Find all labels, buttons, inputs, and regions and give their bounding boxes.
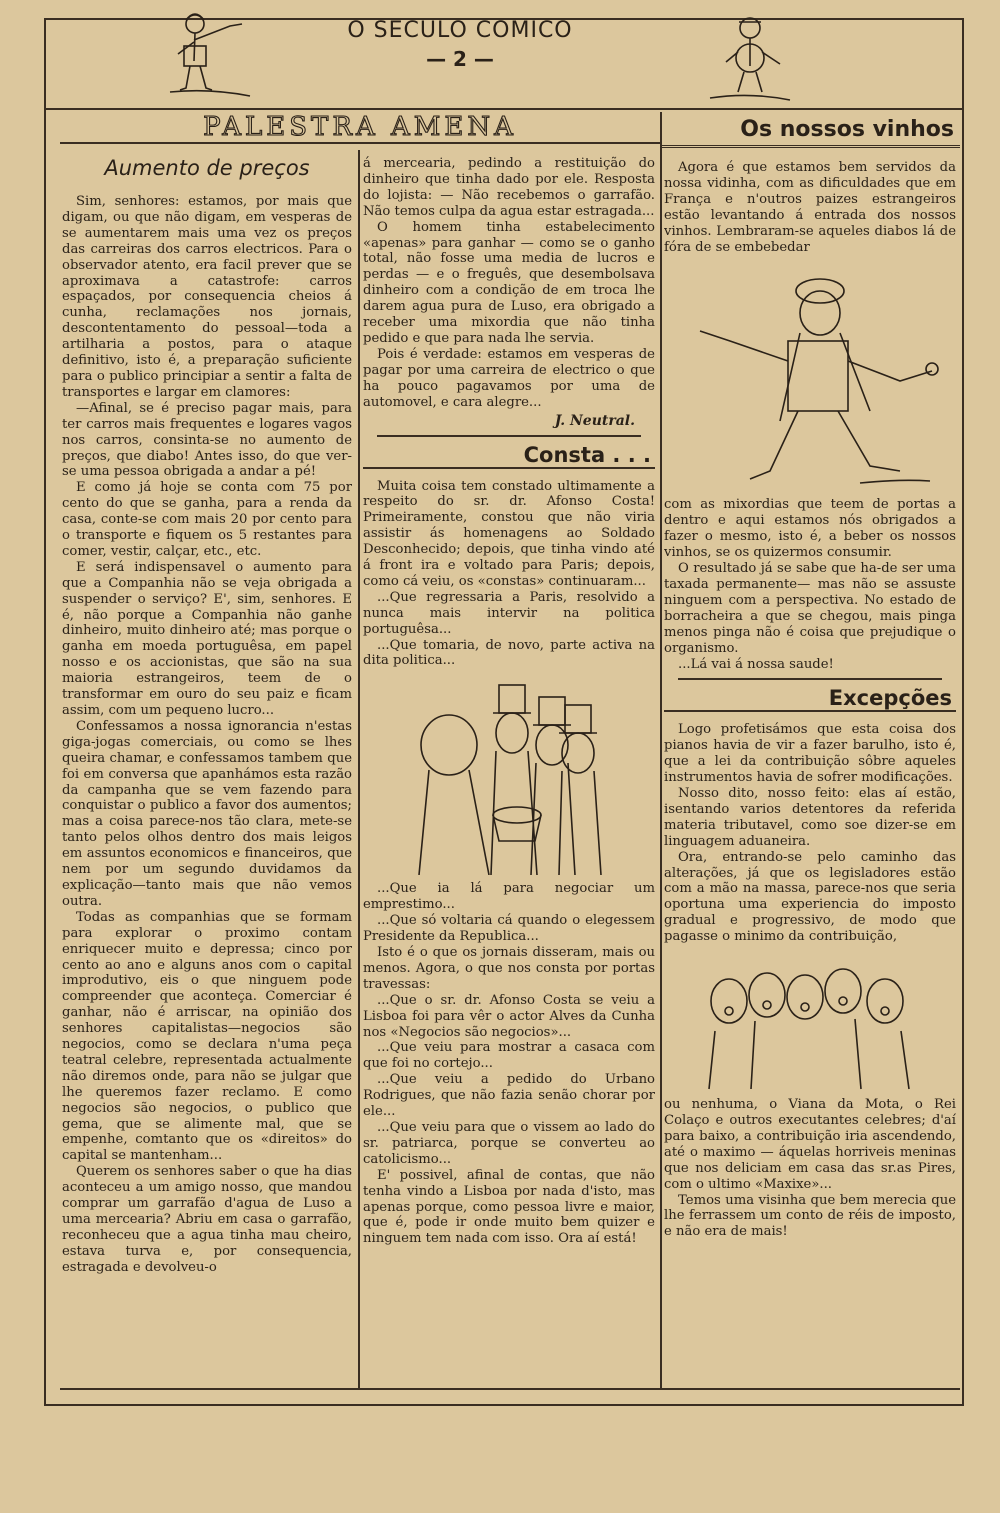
article-paragraph: Agora é que estamos bem servidos da nossa vidinha, com as dificuldades que em França e n'outros paizes estrangeiros estão levantando á entrada dos nossos vinhos. Lembraram-se aqueles diabos lá de fóra de se embebedar <box>664 160 956 255</box>
column-right <box>664 160 956 1388</box>
article-paragraph: Isto é o que os jornais disseram, mais ou menos. Agora, o que nos consta por portas travessas: <box>363 945 655 992</box>
article-paragraph: Pois é verdade: estamos em vesperas de pagar por uma carreira de electrico o que ha pouco pagavamos por uma de automovel, e cara alegre... <box>363 346 655 410</box>
heading-consta: Consta . . . <box>363 443 655 469</box>
article-paragraph: á mercearia, pedindo a restituição do dinheiro que tinha dado por ele. Resposta do lojista: — Não recebemos o garrafão. Não temos culpa da agua estar estragada... <box>363 156 655 219</box>
article-paragraph: ...Que o sr. dr. Afonso Costa se veiu a Lisboa foi para vêr o actor Alves da Cunha nos «Negocios são negocios»... <box>363 992 655 1040</box>
heading-os-nossos-vinhos: Os nossos vinhos <box>660 112 960 148</box>
masthead-figure-right <box>690 6 810 106</box>
article-paragraph: ...Lá vai á nossa saude! <box>678 656 834 672</box>
article-paragraph: com as mixordias que teem de portas a dentro e aqui estamos nós obrigados a fazer o mesmo, isto é, a beber os nossos vinhos, se os quizermos consumir. <box>664 497 956 561</box>
article-paragraph: —Afinal, se é preciso pagar mais, para ter carros mais frequentes e logares vagos nos carros, consinta-se no aumento de preços, que diabo! Antes isso, do que ver-se uma pessoa obrigada a andar a pé! <box>62 400 352 480</box>
article-paragraph: Sim, senhores: estamos, por mais que digam, ou que não digam, em vesperas de se aumentarem mais uma vez os preços das carreiras dos carros electricos. Para o observador atento, era facil prever que se aproximava a catastrofe: carros espaçados, por consequencia cheios á cunha, reclamações nos jornais, descontentamento do pessoal—toda a artilharia a postos, para o ataque definitivo, isto é, a preparação suficiente para o publico principiar a sentir a falta de transportes e largar em clamores: <box>62 194 352 400</box>
article-paragraph: Confessamos a nossa ignorancia n'estas giga-jogas comerciais, ou como se lhes queira chamar, e confessamos tambem que foi em conversa que apanhámos esta razão da campanha que se vem fazendo para conquistar o publico a favor dos aumentos; mas a coisa parece-nos tão clara, mete-se tanto pelos olhos dentro dos mais leigos em assuntos economicos e financeiros, que nem por um segundo duvidamos da explicação—tanto mais que não vemos outra. <box>62 718 352 909</box>
article-paragraph: Querem os senhores saber o que ha dias aconteceu a um amigo nosso, que mandou comprar um garrafão d'agua de Luso a uma mercearia? Abriu em casa o garrafão, reconheceu que a agua tinha mau cheiro, estava turva e, por consequencia, estragada e devolveu-o <box>62 1164 352 1275</box>
illustration-three-men-top-hats <box>399 675 619 875</box>
article-paragraph: Ora, entrando-se pelo caminho das alterações, já que os legisladores estão com a mão na massa, parece-nos que seria oportuna uma experiencia do imposto gradual e progressivo, de modo que pagasse o minimo da contribuição, <box>664 849 956 945</box>
article-paragraph: Muita coisa tem constado ultimamente a respeito do sr. dr. Afonso Costa! Primeiramente, constou que não viria assistir ás homenagens ao Soldado Desconhecido; depois, que tinha vindo até á front ira e voltado para Paris; depois, como cá veiu, os «constas» continuaram... <box>363 478 655 589</box>
illustration-singing-faces <box>695 951 925 1091</box>
column-rule-1 <box>358 150 360 1388</box>
column-aumento-de-precos <box>62 152 352 1388</box>
heading-excepcoes: Excepções <box>664 686 956 712</box>
page-bottom-rule <box>60 1388 960 1390</box>
illustration-staggering-drunk-man <box>670 261 950 491</box>
article-paragraph: ...Que só voltaria cá quando o elegessem Presidente da Republica... <box>363 913 655 945</box>
article-paragraph: ...Que regressaria a Paris, resolvido a nunca mais intervir na politica portuguêsa... <box>363 589 655 637</box>
article-paragraph: Logo profetisámos que esta coisa dos pianos havia de vir a fazer barulho, isto é, que a lei da contribuição sôbre aqueles instrumentos havia de sofrer modificações. <box>664 722 956 786</box>
article-signature: J. Neutral. <box>554 412 635 429</box>
article-paragraph: ...Que veiu para que o vissem ao lado do sr. patriarca, porque se converteu ao catolicismo... <box>363 1119 655 1167</box>
article-paragraph: E' possivel, afinal de contas, que não tenha vindo a Lisboa por nada d'isto, mas apenas porque, como pessoa livre e maior, que é, pode ir onde muito bem quizer e ninguem tem nada com isso. Ora aí está! <box>363 1167 655 1247</box>
article-paragraph: Nosso dito, nosso feito: elas aí estão, isentando varios detentores da referida materia tributavel, como soe dizer-se em linguagem aduaneira. <box>664 786 956 849</box>
article-paragraph: O resultado já se sabe que ha-de ser uma taxada permanente— mas não se assuste ninguem com a perspectiva. No estado de borracheira a que se chegou, mais pinga menos pinga não é coisa que prejudique o organismo. <box>664 561 956 656</box>
page-number: — 2 — <box>426 47 494 71</box>
article-paragraph: E será indispensavel o aumento para que a Companhia não se veja obrigada a suspender o serviço? E', sim, senhores. E é, não porque a Companhia não ganhe dinheiro, muito dinheiro até; mas porque o ganha em moeda portuguêsa, em papel nosso e os accionistas, que são na sua maioria estrangeiros, teem de o transformar em ouro do seu paiz e ficam assim, com um pequeno lucro... <box>62 559 352 718</box>
article-paragraph: Todas as companhias que se formam para explorar o proximo contam enriquecer muito e depressa; cinco por cento ao ano e alguns anos com o capital improdutivo, eis o que ninguem pode compreender que aconteça. Comerciar é ganhar, não é arriscar, na opinião dos senhores capitalistas—negocios são negocios, como se declara n'uma peça teatral celebre, representada actualmente não diremos onde, para não se julgar que lhe queremos fazer reclamo. E como negocios são negocios, o publico que gema, que se alimente mal, que se empenhe, comtanto que os «direitos» do capital se mantenham... <box>62 909 352 1164</box>
article-paragraph: ...Que tomaria, de novo, parte activa na dita politica... <box>363 637 655 669</box>
article-paragraph: ou nenhuma, o Viana da Mota, o Rei Colaço e outros executantes celebres; d'aí para baixo, a contribuição iria ascendendo, até o maximo — áquelas horriveis meninas que nos deliciam em casa das sr.as Pires, com o ultimo «Maxixe»... <box>664 1097 956 1192</box>
column-middle <box>363 156 655 1388</box>
decorative-rule <box>678 678 942 680</box>
article-paragraph: E como já hoje se conta com 75 por cento do que se ganha, para a renda da casa, conte-se com mais 20 por cento para o transporte e fiquem os 5 restantes para comer, vestir, calçar, etc., etc. <box>62 480 352 559</box>
column-rule-2 <box>660 112 662 1388</box>
article-paragraph: Temos uma visinha que bem merecia que lhe ferrassem um conto de réis de imposto, e não era de mais! <box>664 1192 956 1240</box>
decorative-rule <box>377 435 641 437</box>
newspaper-title: O SECULO COMICO <box>347 18 573 43</box>
article-paragraph: ...Que veiu para mostrar a casaca com que foi no cortejo... <box>363 1040 655 1072</box>
article-title-aumento-de-precos: Aumento de preços <box>104 156 310 180</box>
article-paragraph: ...Que veiu a pedido do Urbano Rodrigues, que não fazia senão chorar por ele... <box>363 1072 655 1120</box>
section-title-palestra-amena: PALESTRA AMENA <box>60 112 660 144</box>
article-paragraph: O homem tinha estabelecimento «apenas» para ganhar — como se o ganho total, não fosse uma media de lucros e perdas — e o freguês, que desembolsava dinheiro com a condição de em troca lhe darem agua pura de Luso, era obrigado a receber uma mixordia que não tinha pedido e que para nada lhe servia. <box>363 219 655 346</box>
article-paragraph: ...Que ia lá para negociar um emprestimo... <box>363 881 655 913</box>
masthead-figure-left <box>150 6 280 106</box>
